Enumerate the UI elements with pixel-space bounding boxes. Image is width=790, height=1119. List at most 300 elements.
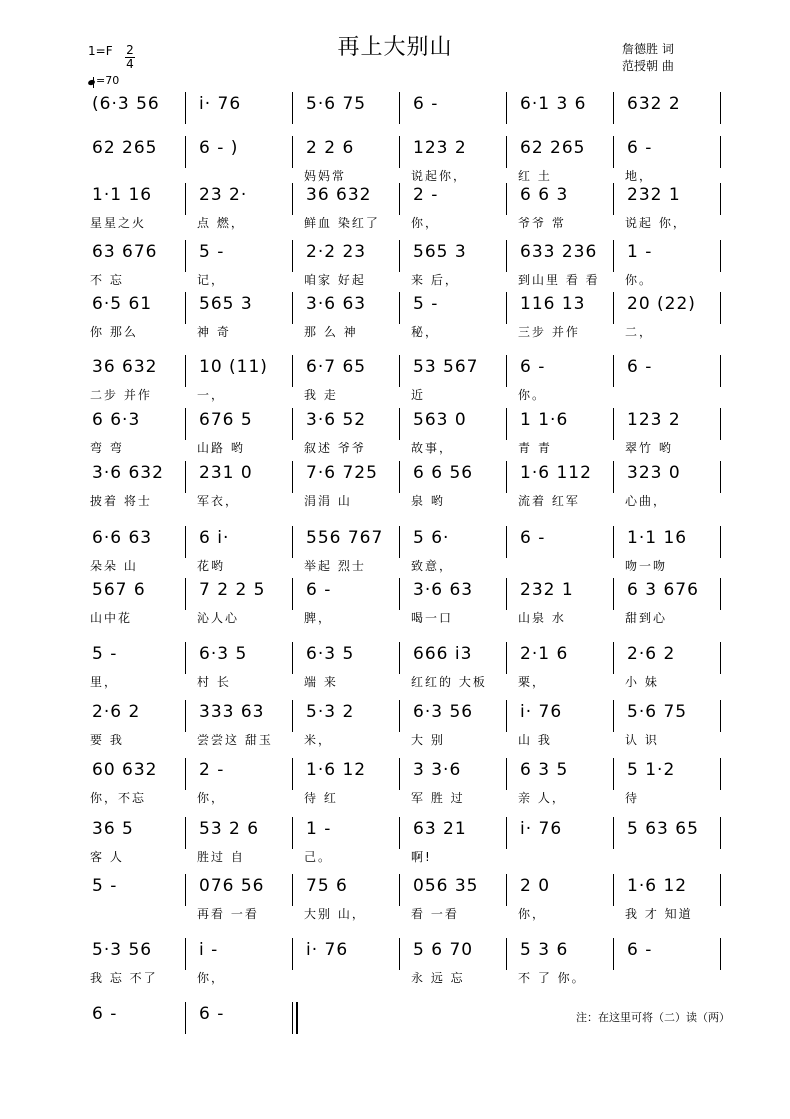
barline (292, 136, 293, 168)
measure-notes: i· 76 (199, 94, 242, 114)
measure-notes: 5 - (199, 242, 225, 262)
measure-notes: i· 76 (306, 940, 349, 960)
barline (185, 578, 186, 610)
barline (185, 183, 186, 215)
song-title: 再上大别山 (337, 35, 453, 60)
barline (613, 526, 614, 558)
measure (514, 817, 621, 875)
measure-notes: 3·6 632 (92, 463, 164, 483)
barline (613, 642, 614, 674)
measure (300, 292, 407, 350)
barline (613, 874, 614, 906)
measure (300, 461, 407, 519)
measure (621, 461, 728, 519)
measure-notes: 123 2 (413, 138, 467, 158)
measure-notes: 1·6 112 (520, 463, 592, 483)
measure-notes: 10 (11) (199, 357, 268, 377)
measure (621, 938, 728, 996)
measure-notes: 20 (22) (627, 294, 696, 314)
barline (506, 461, 507, 493)
measure-notes: 53 2 6 (199, 819, 260, 839)
measure-notes: 6 - (413, 94, 439, 114)
measure (86, 938, 193, 996)
measure-notes: 6 - (520, 528, 546, 548)
measure (621, 578, 728, 636)
measure (621, 642, 728, 700)
measure (86, 700, 193, 758)
measure (407, 355, 514, 413)
barline (720, 817, 721, 849)
measure (407, 292, 514, 350)
barline (399, 136, 400, 168)
measure (86, 642, 193, 700)
measure-notes: 232 1 (627, 185, 681, 205)
measure (86, 240, 193, 298)
measure (407, 240, 514, 298)
measure (300, 817, 407, 875)
barline (292, 642, 293, 674)
measure (514, 578, 621, 636)
measure-lyrics: 三步 并作 (518, 325, 580, 339)
measure-notes: 5·3 56 (92, 940, 153, 960)
measure-lyrics: 脾， (304, 611, 333, 625)
barline (292, 700, 293, 732)
measure-lyrics: 你 那么 (90, 325, 138, 339)
measure (621, 874, 728, 932)
barline (399, 938, 400, 970)
measure-notes: 567 6 (92, 580, 146, 600)
measure (514, 526, 621, 584)
barline (506, 700, 507, 732)
score-row (86, 938, 726, 996)
measure (193, 183, 300, 241)
measure-lyrics: 永 远 忘 (411, 971, 465, 985)
barline (506, 938, 507, 970)
measure (86, 758, 193, 816)
measure (407, 817, 514, 875)
measure-lyrics: 你， (197, 971, 226, 985)
measure-lyrics: 你， (518, 907, 547, 921)
measure-notes: 123 2 (627, 410, 681, 430)
measure-notes: 565 3 (413, 242, 467, 262)
barline (720, 700, 721, 732)
measure-lyrics: 大别 山， (304, 907, 366, 921)
measure-notes: 6 6 56 (413, 463, 474, 483)
score-row (86, 758, 726, 816)
measure-notes: 2 2 6 (306, 138, 355, 158)
measure-lyrics: 咱家 好起 (304, 273, 366, 287)
measure-notes: 6 i· (199, 528, 230, 548)
barline (185, 136, 186, 168)
measure-notes: 333 63 (199, 702, 265, 722)
barline (720, 938, 721, 970)
measure-lyrics: 你， (197, 791, 226, 805)
measure-notes: 63 21 (413, 819, 467, 839)
measure-lyrics: 举起 烈士 (304, 559, 366, 573)
measure (193, 240, 300, 298)
score-row (86, 355, 726, 413)
measure-lyrics: 要 我 (90, 733, 124, 747)
score-row (86, 292, 726, 350)
measure-lyrics: 致意， (411, 559, 454, 573)
measure-lyrics: 里， (90, 675, 119, 689)
measure-notes: 2 0 (520, 876, 551, 896)
measure-notes: 2·2 23 (306, 242, 367, 262)
barline (720, 92, 721, 124)
barline (506, 758, 507, 790)
measure-notes: 7 2 2 5 (199, 580, 266, 600)
measure (407, 461, 514, 519)
measure-lyrics: 披着 将士 (90, 494, 152, 508)
measure-lyrics: 到山里 看 看 (518, 273, 600, 287)
measure-notes: 5 - (413, 294, 439, 314)
measure-notes: 231 0 (199, 463, 253, 483)
measure-notes: 3 3·6 (413, 760, 462, 780)
measure (86, 526, 193, 584)
measure-lyrics: 故事， (411, 441, 454, 455)
measure-lyrics: 你。 (518, 388, 547, 402)
barline (613, 355, 614, 387)
measure-lyrics: 花哟 (197, 559, 226, 573)
score-row (86, 642, 726, 700)
measure-notes: 6 6·3 (92, 410, 141, 430)
measure-notes: 5 6 70 (413, 940, 474, 960)
measure-notes: 6·5 61 (92, 294, 153, 314)
measure-lyrics: 我 走 (304, 388, 338, 402)
measure-notes: 6 - (627, 357, 653, 377)
measure-lyrics: 沁人心 (197, 611, 240, 625)
measure (86, 1002, 193, 1060)
barline (613, 240, 614, 272)
measure-notes: 2 - (199, 760, 225, 780)
measure-notes: 5·3 2 (306, 702, 355, 722)
measure (407, 578, 514, 636)
measure-lyrics: 叙述 爷爷 (304, 441, 366, 455)
measure-lyrics: 客 人 (90, 850, 124, 864)
barline (506, 642, 507, 674)
barline (292, 461, 293, 493)
measure-lyrics: 鲜血 染红了 (304, 216, 380, 230)
measure (514, 461, 621, 519)
barline (185, 92, 186, 124)
barline (399, 355, 400, 387)
measure (514, 874, 621, 932)
measure (407, 874, 514, 932)
measure-notes: 323 0 (627, 463, 681, 483)
measure-lyrics: 我 才 知道 (625, 907, 693, 921)
barline (185, 526, 186, 558)
measure-lyrics: 说起你， (411, 169, 468, 183)
measure (86, 817, 193, 875)
measure (300, 240, 407, 298)
measure-notes: 3·6 63 (306, 294, 367, 314)
measure (514, 408, 621, 466)
measure-notes: 1 - (306, 819, 332, 839)
measure (300, 700, 407, 758)
measure (514, 292, 621, 350)
score-row (86, 240, 726, 298)
measure-notes: 6 - (627, 138, 653, 158)
measure (300, 183, 407, 241)
barline (185, 355, 186, 387)
barline (399, 526, 400, 558)
barline (185, 408, 186, 440)
measure-notes: 6·3 56 (413, 702, 474, 722)
measure (300, 758, 407, 816)
measure (193, 874, 300, 932)
barline (292, 355, 293, 387)
measure-lyrics: 我 忘 不了 (90, 971, 158, 985)
barline (399, 408, 400, 440)
measure-lyrics: 点 燃， (197, 216, 245, 230)
measure-lyrics: 弯 弯 (90, 441, 124, 455)
measure (86, 408, 193, 466)
barline (720, 642, 721, 674)
score-row (86, 461, 726, 519)
measure-lyrics: 胜过 自 (197, 850, 245, 864)
measure (407, 642, 514, 700)
key-signature: 1=F (88, 44, 113, 58)
measure-notes: 6·1 3 6 (520, 94, 587, 114)
barline (720, 758, 721, 790)
measure-lyrics: 山 我 (518, 733, 552, 747)
barline (292, 292, 293, 324)
tempo-value: =70 (96, 74, 120, 87)
barline (613, 578, 614, 610)
measure-notes: 116 13 (520, 294, 586, 314)
measure-lyrics: 神 奇 (197, 325, 231, 339)
measure-notes: 5 - (92, 876, 118, 896)
barline (399, 578, 400, 610)
barline (720, 240, 721, 272)
measure (514, 700, 621, 758)
barline (506, 92, 507, 124)
barline (292, 817, 293, 849)
measure-lyrics: 二， (625, 325, 654, 339)
measure-lyrics: 涓涓 山 (304, 494, 352, 508)
time-signature-top: 2 (126, 43, 134, 57)
measure-notes: 5 - (92, 644, 118, 664)
barline (292, 408, 293, 440)
measure-lyrics: 翠竹 哟 (625, 441, 673, 455)
footnote: 注：在这里可将（二）读（两） (576, 1011, 730, 1024)
time-signature-bottom: 4 (126, 57, 134, 71)
measure (621, 700, 728, 758)
measure-lyrics: 地， (625, 169, 654, 183)
barline (720, 408, 721, 440)
measure-lyrics: 小 妹 (625, 675, 659, 689)
barline (613, 408, 614, 440)
measure-notes: i· 76 (520, 702, 563, 722)
barline (613, 700, 614, 732)
measure (300, 408, 407, 466)
barline (185, 758, 186, 790)
barline (185, 1002, 186, 1034)
measure (193, 355, 300, 413)
measure-notes: 63 676 (92, 242, 158, 262)
score-row (86, 526, 726, 584)
measure-lyrics: 那 么 神 (304, 325, 358, 339)
measure-lyrics: 啊! (411, 850, 432, 864)
measure (193, 578, 300, 636)
measure-lyrics: 喝一口 (411, 611, 454, 625)
barline (613, 817, 614, 849)
measure-notes: 5·6 75 (306, 94, 367, 114)
measure (193, 700, 300, 758)
measure-lyrics: 村 长 (197, 675, 231, 689)
measure-notes: 75 6 (306, 876, 348, 896)
measure (86, 292, 193, 350)
barline (399, 700, 400, 732)
measure-lyrics: 记， (197, 273, 226, 287)
measure-notes: 6 - (306, 580, 332, 600)
barline (399, 874, 400, 906)
measure-lyrics: 山泉 水 (518, 611, 566, 625)
composer-credit: 范授朝 曲 (622, 59, 674, 73)
barline (185, 817, 186, 849)
barline (613, 292, 614, 324)
measure (621, 183, 728, 241)
measure-lyrics: 妈妈常 (304, 169, 347, 183)
barline (613, 92, 614, 124)
measure (193, 642, 300, 700)
measure (407, 408, 514, 466)
measure-lyrics: 甜到心 (625, 611, 668, 625)
barline (185, 642, 186, 674)
measure-notes: 5 6· (413, 528, 450, 548)
lyricist-credit: 詹德胜 词 (622, 42, 674, 56)
barline (720, 292, 721, 324)
measure-lyrics: 待 红 (304, 791, 338, 805)
barline (292, 578, 293, 610)
measure-notes: 5 1·2 (627, 760, 676, 780)
barline (506, 526, 507, 558)
barline (506, 292, 507, 324)
barline (720, 136, 721, 168)
measure-lyrics: 栗， (518, 675, 547, 689)
measure (193, 817, 300, 875)
barline (292, 938, 293, 970)
measure (193, 938, 300, 996)
measure-notes: 1·1 16 (627, 528, 688, 548)
barline (506, 183, 507, 215)
measure (621, 526, 728, 584)
measure (193, 526, 300, 584)
barline (292, 92, 293, 124)
measure-lyrics: 尝尝这 甜玉 (197, 733, 273, 747)
measure (407, 526, 514, 584)
barline (506, 355, 507, 387)
measure-lyrics: 米， (304, 733, 333, 747)
measure (621, 292, 728, 350)
measure (621, 240, 728, 298)
barline (185, 874, 186, 906)
measure-notes: 1 1·6 (520, 410, 569, 430)
measure-lyrics: 大 别 (411, 733, 445, 747)
measure (621, 408, 728, 466)
measure-notes: 5 3 6 (520, 940, 569, 960)
measure-lyrics: 不 忘 (90, 273, 124, 287)
measure (407, 938, 514, 996)
measure (621, 758, 728, 816)
barline (185, 461, 186, 493)
measure (621, 355, 728, 413)
measure (193, 1002, 300, 1060)
measure-lyrics: 来 后， (411, 273, 459, 287)
measure (514, 183, 621, 241)
score-row (86, 817, 726, 875)
measure-lyrics: 流着 红军 (518, 494, 580, 508)
measure-notes: 62 265 (92, 138, 158, 158)
measure (514, 355, 621, 413)
measure (300, 642, 407, 700)
measure-notes: 6·7 65 (306, 357, 367, 377)
measure-notes: 3·6 63 (413, 580, 474, 600)
measure-lyrics: 吻一吻 (625, 559, 668, 573)
measure-notes: 6 - (199, 1004, 225, 1024)
measure (193, 758, 300, 816)
measure-notes: 5 63 65 (627, 819, 699, 839)
measure-notes: 6 6 3 (520, 185, 569, 205)
barline (613, 758, 614, 790)
measure-notes: 666 i3 (413, 644, 473, 664)
barline (720, 355, 721, 387)
measure-lyrics: 心曲， (625, 494, 668, 508)
measure-lyrics: 近 (411, 388, 426, 402)
measure-lyrics: 待 (625, 791, 640, 805)
measure-notes: 53 567 (413, 357, 479, 377)
measure-notes: 2 - (413, 185, 439, 205)
barline (185, 938, 186, 970)
measure-notes: 36 5 (92, 819, 134, 839)
measure-lyrics: 军衣， (197, 494, 240, 508)
barline (292, 240, 293, 272)
measure-lyrics: 看 一看 (411, 907, 459, 921)
measure-lyrics: 一， (197, 388, 226, 402)
measure-notes: 633 236 (520, 242, 598, 262)
measure-lyrics: 秘， (411, 325, 440, 339)
measure-lyrics: 认 识 (625, 733, 659, 747)
measure-notes: 3·6 52 (306, 410, 367, 430)
final-barline (292, 1002, 298, 1034)
measure-notes: 676 5 (199, 410, 253, 430)
measure-lyrics: 端 来 (304, 675, 338, 689)
measure-notes: 6 3 676 (627, 580, 699, 600)
measure-notes: 565 3 (199, 294, 253, 314)
barline (613, 461, 614, 493)
measure (514, 240, 621, 298)
measure (621, 817, 728, 875)
barline (292, 874, 293, 906)
measure-lyrics: 你，不忘 (90, 791, 147, 805)
measure-notes: 6·6 63 (92, 528, 153, 548)
barline (720, 874, 721, 906)
measure-notes: 1·6 12 (627, 876, 688, 896)
barline (506, 408, 507, 440)
barline (185, 292, 186, 324)
measure (407, 758, 514, 816)
measure-notes: 632 2 (627, 94, 681, 114)
score-row (86, 183, 726, 241)
measure-notes: 2·1 6 (520, 644, 569, 664)
measure-lyrics: 星星之火 (90, 216, 147, 230)
measure-lyrics: 朵朵 山 (90, 559, 138, 573)
measure-lyrics: 红红的 大板 (411, 675, 487, 689)
measure-notes: 1·1 16 (92, 185, 153, 205)
measure-notes: 36 632 (306, 185, 372, 205)
measure (300, 578, 407, 636)
barline (185, 700, 186, 732)
